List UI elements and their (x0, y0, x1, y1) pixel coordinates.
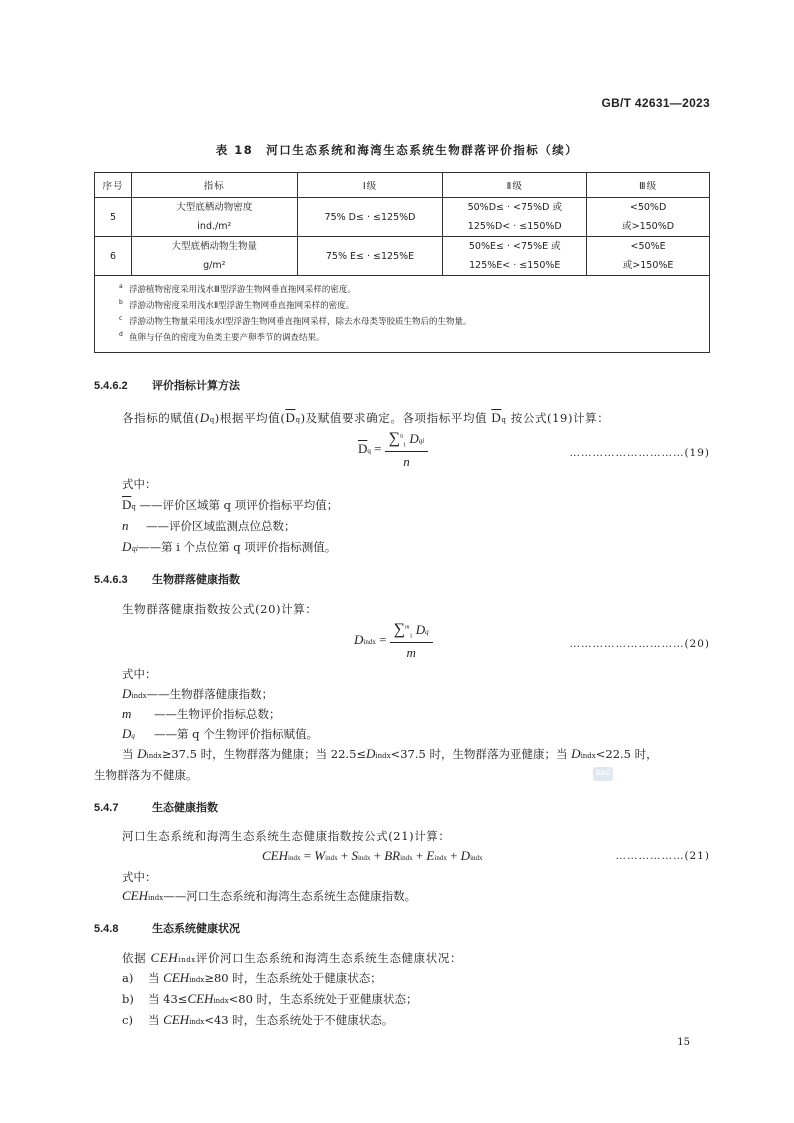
table-header-row (95, 173, 710, 198)
section-heading-548: 5.4.8 生态系统健康状况 (94, 922, 240, 935)
table-notes (95, 276, 710, 353)
equation-number-19: …………………………(19) (569, 447, 710, 459)
table-note: d 鱼卵与仔鱼的密度为鱼类主要产卵季节的调查结果。 (119, 331, 325, 343)
where-label: 式中： (122, 870, 157, 884)
formula-21: CEHindx = Windx + Sindx + BRindx + Eindx + Dindx (262, 848, 483, 863)
col-header-grade2: Ⅱ级 (443, 173, 587, 198)
col-header-grade1: Ⅰ级 (297, 173, 443, 198)
definition: CEHindx——河口生态系统和海湾生态系统生态健康指数。 (122, 888, 417, 903)
definition: n ——评价区域监测点位总数； (122, 518, 296, 533)
definition: Dqi——第 i 个点位第 q 项评价指标测值。 (122, 539, 337, 554)
list-item: a) 当 CEHindx≥80 时，生态系统处于健康状态； (122, 970, 382, 985)
where-label: 式中： (122, 667, 157, 681)
list-item: b) 当 43≤CEHindx<80 时，生态系统处于亚健康状态； (122, 991, 418, 1006)
definition: m ——生物评价指标总数； (122, 706, 281, 721)
row-grade1: 75% E≤ · ≤125%E (297, 237, 443, 276)
equation-number-20: …………………………(20) (569, 638, 710, 650)
table-note: b 浮游动物密度采用浅水Ⅱ型浮游生物网垂直拖网采样的密度。 (119, 299, 355, 311)
criteria-line: 生物群落为不健康。 (94, 768, 198, 782)
definition: $\overline{D}q$ ——评价区域第 q 项评价指标平均值； (122, 497, 339, 512)
definition: Dq ——第 q 个生物评价指标赋值。 (122, 726, 319, 741)
col-header-indicator: 指标 (131, 173, 297, 198)
table-row (95, 237, 710, 276)
formula-19: $\overline{D}q$ = $\frac{\sum^n_1 Dqi}{n}$ (358, 430, 428, 470)
paragraph: 生物群落健康指数按公式(20)计算： (122, 602, 318, 616)
row-grade3: <50%E 或>150%E (587, 237, 710, 276)
table-note: c 浮游动物生物量采用浅水Ⅰ型浮游生物网垂直拖网采样，除去水母类等胶质生物后的生物量。 (119, 315, 472, 327)
where-label: 式中： (122, 477, 157, 491)
standard-number: GB/T 42631—2023 (601, 96, 710, 110)
row-indicator: 大型底栖动物生物量 g/m² (131, 237, 297, 276)
formula-20: Dindx = $\frac{\sum^m_1 Dq}{m}$ (354, 621, 433, 661)
paragraph: 依据 CEHindx评价河口生态系统和海湾生态系统生态健康状况： (122, 950, 463, 965)
paragraph: 各指标的赋值(Dq)根据平均值$(\overline{D}q)$及赋值要求确定。各项指标平均值 $\overline{D}q$ 按公式(19)计算： (122, 410, 610, 425)
col-header-no: 序号 (95, 173, 132, 198)
row-grade1: 75% D≤ · ≤125%D (297, 198, 443, 237)
row-no: 5 (95, 198, 132, 237)
col-header-grade3: Ⅲ级 (587, 173, 710, 198)
row-grade2: 50%E≤ · <75%E 或 125%E< · ≤150%E (443, 237, 587, 276)
table-note: a 浮游植物密度采用浅水Ⅲ型浮游生物网垂直拖网采样的密度。 (119, 283, 356, 295)
section-heading-5463: 5.4.6.3 生物群落健康指数 (94, 573, 240, 586)
row-indicator: 大型底栖动物密度 ind./m² (131, 198, 297, 237)
paragraph: 河口生态系统和海湾生态系统生态健康指数按公式(21)计算： (122, 829, 451, 843)
criteria-line: 当 Dindx≥37.5 时，生物群落为健康；当 22.5≤Dindx<37.5 时，生物群落为亚健康；当 Dindx<22.5 时， (122, 746, 658, 761)
row-no: 6 (95, 237, 132, 276)
definition: Dindx——生物群落健康指数； (122, 686, 274, 701)
table-notes-row (95, 276, 710, 353)
watermark-logo: SAC (593, 767, 613, 781)
criteria-table (94, 172, 710, 353)
section-heading-547: 5.4.7 生态健康指数 (94, 801, 218, 814)
equation-number-21: ………………(21) (615, 850, 710, 862)
section-heading-5462: 5.4.6.2 评价指标计算方法 (94, 379, 240, 392)
table-caption: 表 18 河口生态系统和海湾生态系统生物群落评价指标（续） (215, 143, 579, 157)
list-item: c) 当 CEHindx<43 时，生态系统处于不健康状态。 (122, 1012, 394, 1027)
row-grade3: <50%D 或>150%D (587, 198, 710, 237)
page-number: 15 (677, 1037, 690, 1048)
table-row (95, 198, 710, 237)
row-grade2: 50%D≤ · <75%D 或 125%D< · ≤150%D (443, 198, 587, 237)
